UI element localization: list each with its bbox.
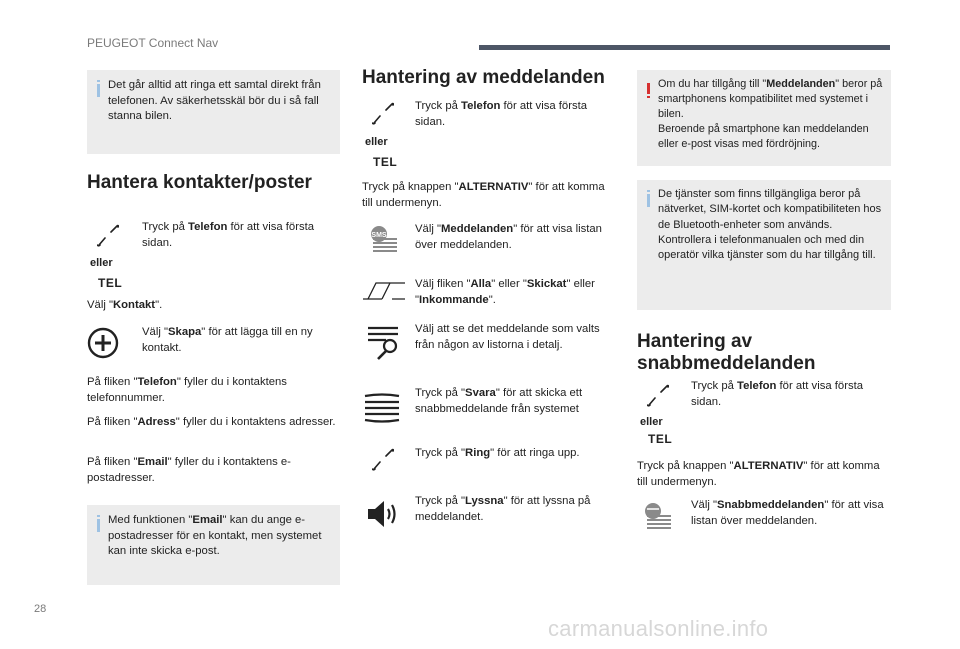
step-svara-text: Tryck på "Svara" för att skicka ett snabbmeddelande från systemet (415, 387, 583, 415)
para-adress-tab: På fliken "Adress" fyller du i kontaktens adresser. (87, 416, 336, 428)
eller-label: eller (640, 416, 663, 428)
note-text: De tjänster som finns tillgängliga beror på nätverket, SIM-kortet och kompatibiliteten hos de Bluetooth-enheter som används. Kontrollera i telefonmanualen och med din operatör vilka tjänster som du har tillgång till. (658, 188, 882, 262)
step-snabbmeddelanden-text: Välj "Snabbmeddelanden" för att visa listan över meddelanden. (691, 499, 884, 527)
warning-note (637, 70, 891, 166)
phone-icon (647, 384, 669, 408)
alternativ-text: Tryck på knappen "ALTERNATIV" för att komma till undermenyn. (362, 181, 605, 209)
header-bar (479, 45, 890, 50)
sms-badge-text: SMS (371, 232, 387, 239)
section-heading-messages: Hantering av meddelanden (362, 67, 605, 88)
eller-label: eller (365, 136, 388, 148)
para-email-tab: På fliken "Email" fyller du i kontaktens e-postadresser. (87, 456, 291, 484)
tel-label: TEL (98, 276, 123, 290)
warning-icon (647, 83, 650, 94)
tel-label: TEL (373, 155, 398, 169)
quick-message-icon (641, 502, 673, 532)
tab-icon (362, 281, 406, 301)
phone-icon (97, 224, 119, 248)
step-detail-text: Välj att se det meddelande som valts från någon av listorna i detalj. (415, 323, 600, 351)
step-lyssna-text: Tryck på "Lyssna" för att lyssna på meddelandet. (415, 495, 591, 523)
info-note-top (87, 70, 340, 154)
step-skapa-text: Välj "Skapa" för att lägga till en ny kontakt. (142, 326, 313, 354)
step-telefon-text: Tryck på Telefon för att visa första sidan. (142, 221, 315, 249)
para-telefon-tab: På fliken "Telefon" fyller du i kontaktens telefonnummer. (87, 376, 287, 404)
speaker-icon (366, 499, 402, 529)
note-text: Med funktionen "Email" kan du ange e-postadresser för en kontakt, men systemet kan inte skicka e-post. (108, 514, 322, 557)
add-circle-icon (87, 327, 119, 359)
phone-icon (372, 448, 394, 472)
info-icon (97, 519, 100, 532)
section-heading-contacts: Hantera kontakter/poster (87, 172, 312, 193)
step-telefon-text: Tryck på Telefon för att visa första sidan. (691, 380, 864, 408)
warning-text: Om du har tillgång till "Meddelanden" beror på smartphonens kompatibilitet med systemet i bilen. Beroende på smartphone kan meddelanden eller e-post visas med fördröjning. (658, 78, 883, 150)
phone-icon (372, 102, 394, 126)
choose-kontakt-text: Välj "Kontakt". (87, 299, 163, 311)
alternativ-text: Tryck på knappen "ALTERNATIV" för att komma till undermenyn. (637, 460, 880, 488)
info-icon (647, 194, 650, 207)
reply-list-icon (363, 393, 401, 423)
note-text: Det går alltid att ringa ett samtal direkt från telefonen. Av säkerhetsskäl bör du i så fall stanna bilen. (108, 79, 321, 122)
info-note-email (87, 505, 340, 585)
sms-icon (367, 225, 399, 255)
step-tabs-text: Välj fliken "Alla" eller "Skickat" eller "Inkommande". (415, 278, 595, 306)
tel-label: TEL (648, 432, 673, 446)
eller-label: eller (90, 257, 113, 269)
list-detail-icon (366, 324, 402, 360)
step-meddelanden-text: Välj "Meddelanden" för att visa listan över meddelanden. (415, 223, 602, 251)
info-note-services (637, 180, 891, 310)
step-telefon-text: Tryck på Telefon för att visa första sidan. (415, 100, 588, 128)
step-ring-text: Tryck på "Ring" för att ringa upp. (415, 447, 580, 459)
document-header-title: PEUGEOT Connect Nav (87, 36, 219, 50)
watermark: carmanualsonline.info (548, 616, 769, 641)
page-number: 28 (34, 603, 47, 615)
info-icon (97, 84, 100, 97)
section-heading-quick-messages: Hantering av snabbmeddelanden (637, 331, 816, 374)
